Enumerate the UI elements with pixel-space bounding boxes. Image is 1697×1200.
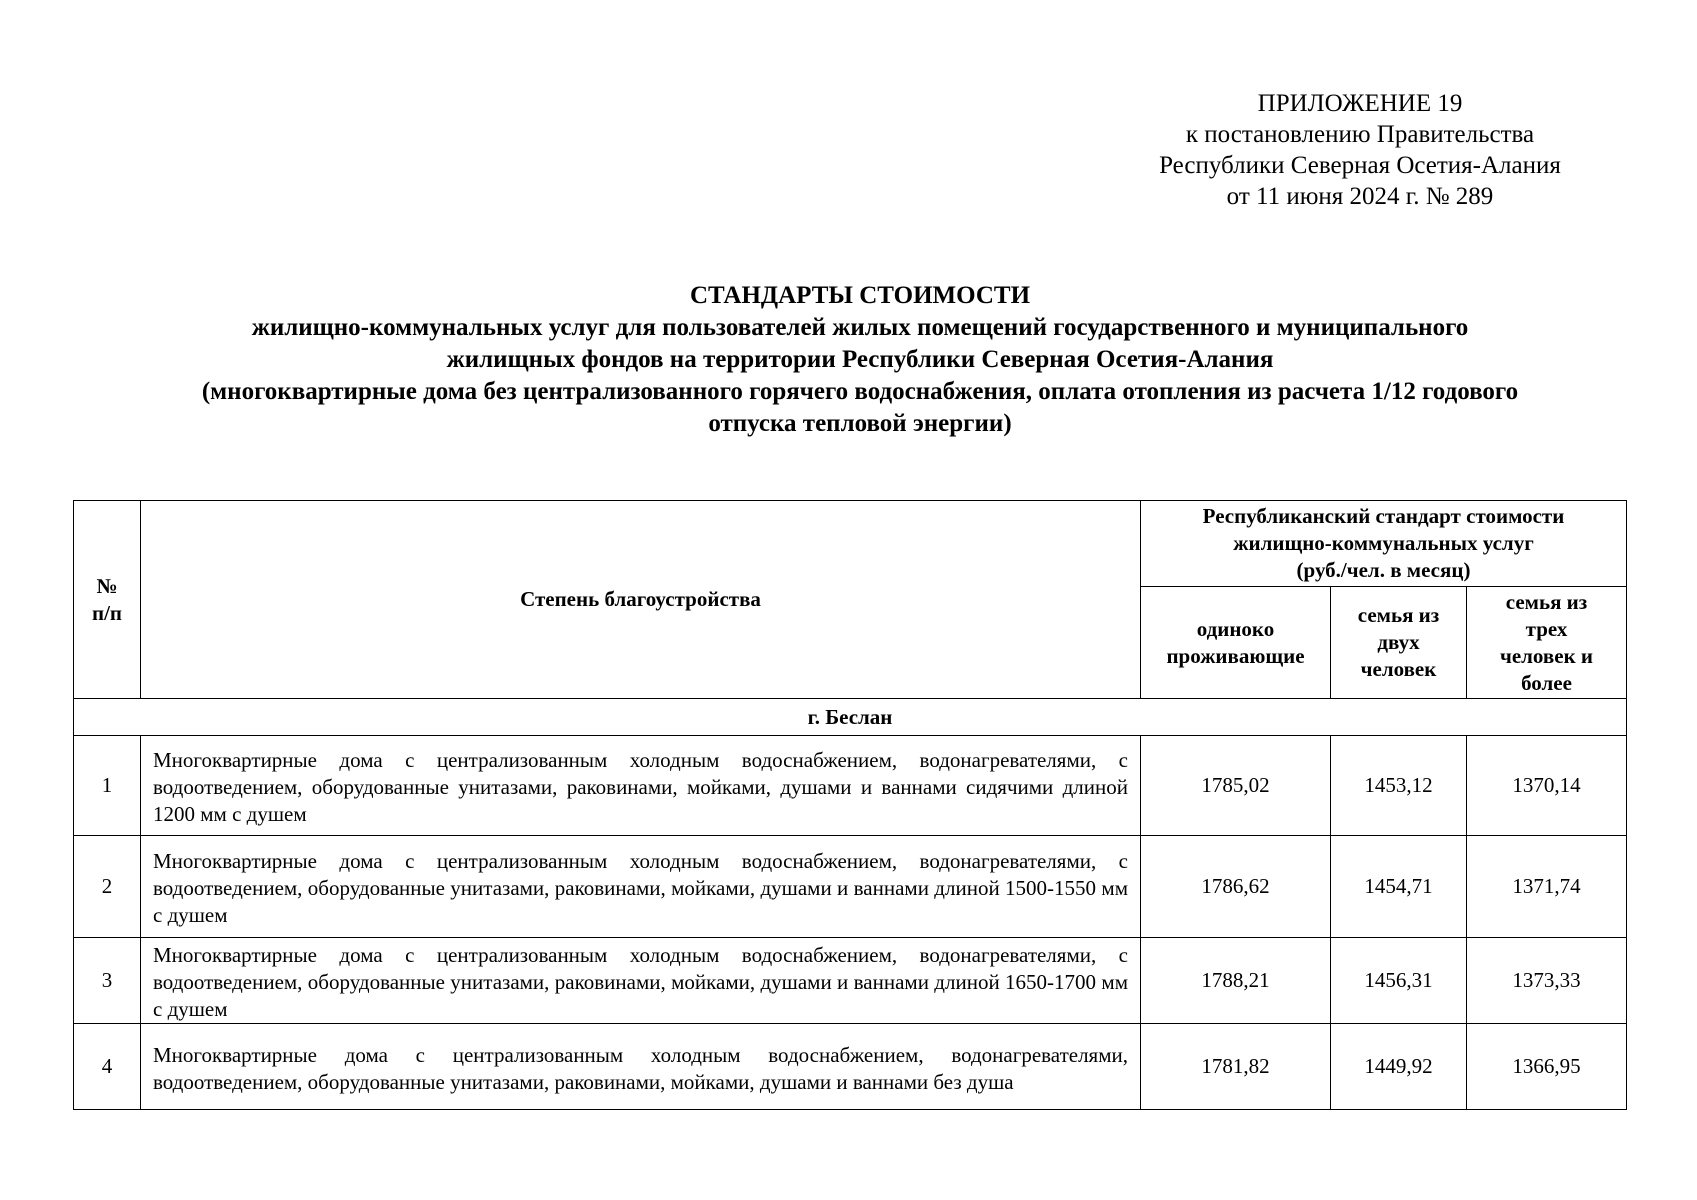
value-single: 1785,02 [1141,736,1331,836]
row-number: 3 [74,938,141,1024]
standards-table [73,500,1627,1110]
value-two: 1449,92 [1331,1024,1467,1110]
row-number: 1 [74,736,141,836]
city-name: г. Беслан [74,699,1627,736]
row-description: Многоквартирные дома с централизованным холодным водоснабжением, водонагревателями, с водоотведением, оборудованные унитазами, раковинами, мойками, душами и ваннами длиной 1500-1550 мм с душем [141,836,1141,938]
title-line-2: жилищно-коммунальных услуг для пользователей жилых помещений государственного и муниципального [251,314,1469,341]
value-three: 1371,74 [1467,836,1627,938]
appendix-date: от 11 июня 2024 г. № 289 [1226,183,1494,210]
appendix-block [1080,88,1640,212]
title-main: СТАНДАРТЫ СТОИМОСТИ [689,282,1031,309]
value-single: 1781,82 [1141,1024,1331,1110]
value-three: 1373,33 [1467,938,1627,1024]
row-description: Многоквартирные дома с централизованным холодным водоснабжением, водонагревателями, с водоотведением, оборудованные унитазами, раковинами, мойками, душами и ваннами сидячими длиной 1200 мм с душем [141,736,1141,836]
value-three: 1370,14 [1467,736,1627,836]
value-two: 1454,71 [1331,836,1467,938]
header-number: № п/п [74,501,141,699]
table-row [74,1024,1627,1110]
value-single: 1786,62 [1141,836,1331,938]
table-row [74,836,1627,938]
header-degree: Степень благоустройства [141,501,1141,699]
row-number: 2 [74,836,141,938]
title-line-4: (многоквартирные дома без централизованного горячего водоснабжения, оплата отопления из расчета 1/12 годового [201,378,1519,405]
city-row [74,699,1627,736]
header-two: семья из двух человек [1331,587,1467,699]
appendix-number: ПРИЛОЖЕНИЕ 19 [1257,90,1463,117]
appendix-government: Республики Северная Осетия-Алания [1159,152,1561,179]
value-two: 1453,12 [1331,736,1467,836]
value-two: 1456,31 [1331,938,1467,1024]
row-description: Многоквартирные дома с централизованным холодным водоснабжением, водонагревателями, водоотведением, оборудованные унитазами, раковинами, мойками, душами и ваннами без душа [141,1024,1141,1110]
title-line-5: отпуска тепловой энергии) [708,410,1012,437]
row-number: 4 [74,1024,141,1110]
table-row [74,938,1627,1024]
header-single: одиноко проживающие [1141,587,1331,699]
table-row [74,736,1627,836]
document-title [60,280,1660,440]
value-single: 1788,21 [1141,938,1331,1024]
appendix-resolution: к постановлению Правительства [1185,121,1535,148]
header-standard: Республиканский стандарт стоимости жилищно-коммунальных услуг (руб./чел. в месяц) [1141,501,1627,587]
row-description: Многоквартирные дома с централизованным холодным водоснабжением, водонагревателями, с водоотведением, оборудованные унитазами, раковинами, мойками, душами и ваннами длиной 1650-1700 мм с душем [141,938,1141,1024]
header-three: семья из трех человек и более [1467,587,1627,699]
table-header-row [74,501,1627,587]
title-line-3: жилищных фондов на территории Республики Северная Осетия-Алания [446,346,1274,373]
value-three: 1366,95 [1467,1024,1627,1110]
